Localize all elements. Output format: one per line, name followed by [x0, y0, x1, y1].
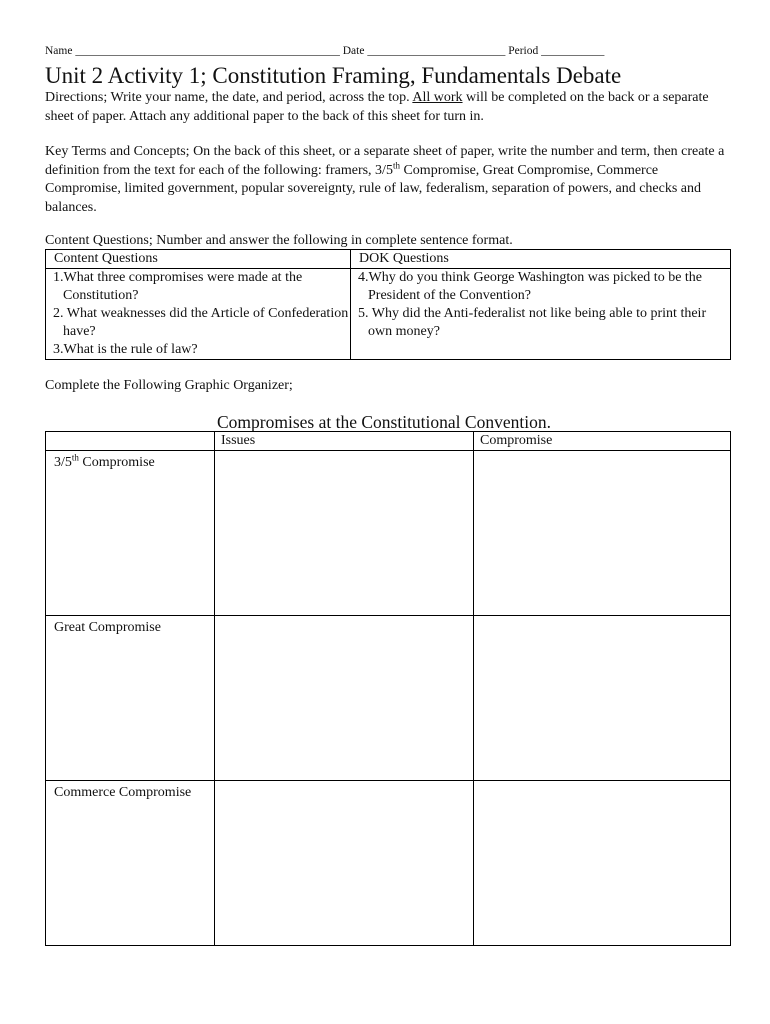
issues-answer-cell[interactable]	[215, 781, 474, 946]
key-terms-paragraph	[45, 143, 735, 217]
directions-underlined: All work	[412, 90, 463, 105]
row-label-commerce-compromise	[46, 781, 215, 946]
organizer-title: Compromises at the Constitutional Convention.	[217, 412, 551, 432]
directions-paragraph	[45, 89, 735, 126]
content-questions-header: Content Questions	[46, 250, 351, 269]
row-label-superscript: th	[71, 452, 79, 463]
header-line	[45, 45, 725, 57]
period-blank: ___________	[541, 45, 605, 57]
issues-header: Issues	[215, 432, 474, 451]
date-blank: ________________________	[367, 45, 506, 57]
question-item: 3.What is the rule of law?	[53, 342, 198, 357]
key-terms-text-start: Key Terms and Concepts; On the back of this sheet, or a separate sheet of paper, write the number and term, then create a definition from the text for each of the following: framers, 3/5	[45, 144, 725, 178]
graphic-organizer-table	[45, 431, 731, 946]
question-item: 4.Why do you think George Washington was picked to be the President of the Convention?	[358, 270, 703, 303]
page-title: Unit 2 Activity 1; Constitution Framing, Fundamentals Debate	[45, 63, 622, 88]
question-item: 5. Why did the Anti-federalist not like being able to print their own money?	[358, 306, 707, 339]
row-label-great-compromise	[46, 616, 215, 781]
period-label: Period	[508, 45, 539, 57]
organizer-corner-cell	[46, 432, 215, 451]
row-label-text: Commerce Compromise	[54, 785, 192, 800]
directions-text-end: will be completed on the back or a separate sheet of paper. Attach any additional paper to the back of this sheet for turn in.	[45, 90, 709, 124]
name-blank: ______________________________________________	[75, 45, 340, 57]
name-label: Name	[45, 45, 73, 57]
compromise-answer-cell[interactable]	[474, 616, 731, 781]
row-label-text: Great Compromise	[54, 620, 161, 635]
issues-answer-cell[interactable]	[215, 451, 474, 616]
issues-answer-cell[interactable]	[215, 616, 474, 781]
key-terms-superscript: th	[392, 159, 400, 170]
compromise-answer-cell[interactable]	[474, 451, 731, 616]
question-item: 1.What three compromises were made at the Constitution?	[53, 270, 303, 303]
questions-table	[45, 249, 731, 360]
compromise-answer-cell[interactable]	[474, 781, 731, 946]
compromise-header: Compromise	[474, 432, 731, 451]
date-label: Date	[342, 45, 365, 57]
content-questions-cell	[46, 269, 351, 360]
row-label-suffix: Compromise	[78, 455, 155, 470]
row-label-three-fifths	[46, 451, 215, 616]
content-questions-intro: Content Questions; Number and answer the following in complete sentence format.	[45, 233, 513, 248]
dok-questions-cell	[351, 269, 731, 360]
key-terms-text-end: Compromise, Great Compromise, Commerce Compromise, limited government, popular sovereignty, rule of law, federalism, separation of powers, and checks and balances.	[45, 162, 701, 215]
organizer-intro: Complete the Following Graphic Organizer;	[45, 378, 293, 393]
question-item: 2. What weaknesses did the Article of Confederation have?	[53, 306, 349, 339]
directions-text-start: Directions; Write your name, the date, and period, across the top.	[45, 90, 413, 105]
row-label-text: 3/5	[54, 455, 72, 470]
dok-questions-header: DOK Questions	[351, 250, 731, 269]
